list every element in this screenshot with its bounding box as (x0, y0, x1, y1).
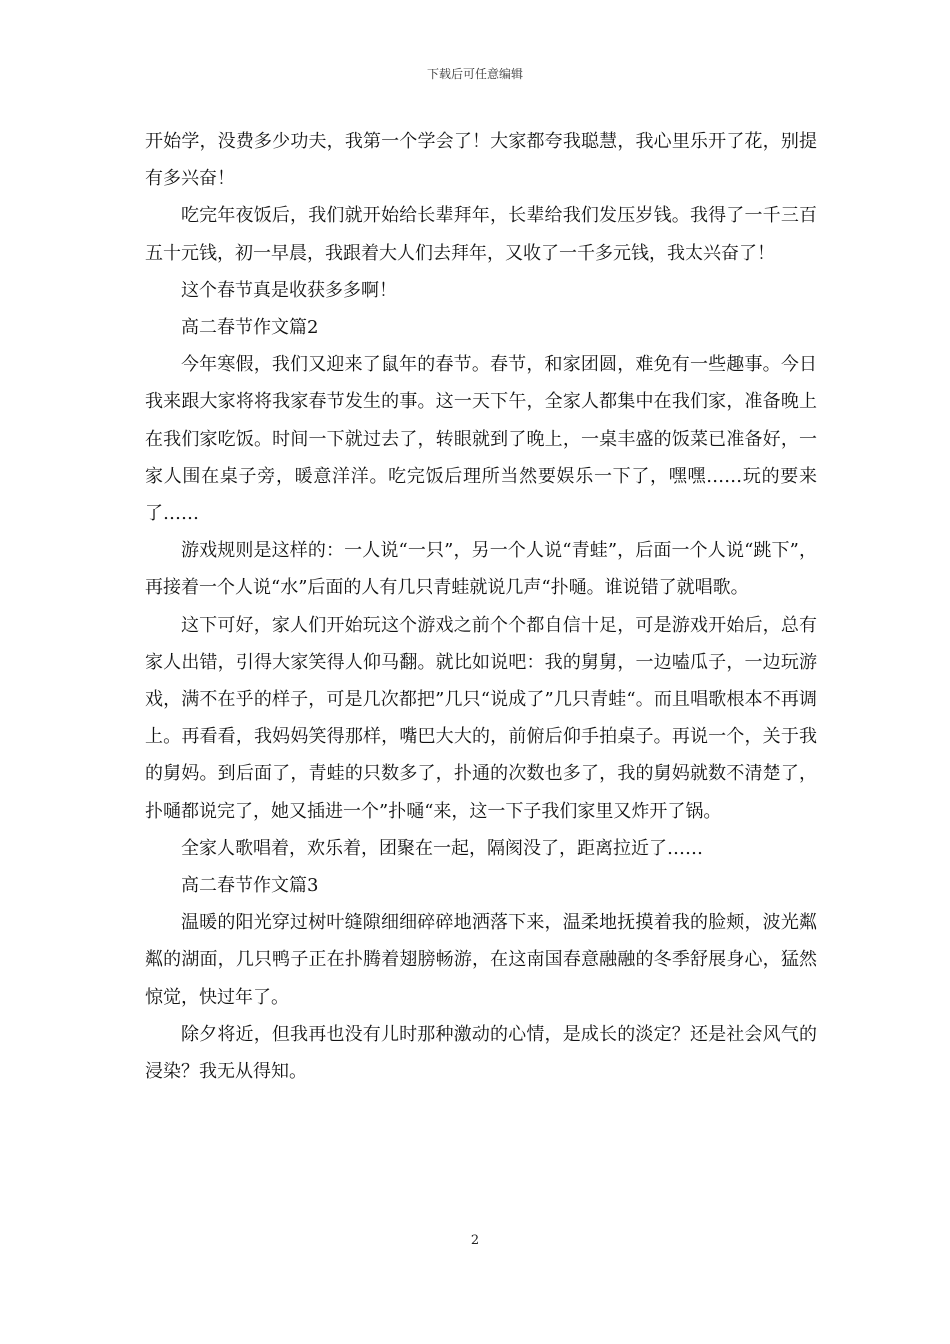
paragraph-3: 这个春节真是收获多多啊！ (181, 279, 397, 301)
paragraph-5: 游戏规则是这样的：一人说“一只”，另一个人说“青蛙”，后面一个人说“跳下”，再接着一个人说“水”后面的人有几只青蛙就说几声“扑嗵。谁说错了就唱歌。 (145, 540, 817, 599)
paragraph-6: 这下可好，家人们开始玩这个游戏之前个个都自信十足，可是游戏开始后，总有家人出错，引得大家笑得人仰马翻。就比如说吧：我的舅舅，一边嗑瓜子，一边玩游戏，满不在乎的样子，可是几次都把”几只“说成了”几只青蛙“。而且唱歌根本不再调上。再看看，我妈妈笑得那样，嘴巴大大的，前俯后仰手拍桌子。再说一个，关于我的舅妈。到后面了，青蛙的只数多了，扑通的次数也多了，我的舅妈就数不清楚了，扑嗵都说完了，她又插进一个”扑嗵“来，这一下子我们家里又炸开了锅。 (145, 614, 817, 822)
document-body (145, 123, 817, 1090)
paragraph-7: 全家人歌唱着，欢乐着，团聚在一起，隔阂没了，距离拉近了…… (181, 837, 703, 859)
paragraph-4: 今年寒假，我们又迎来了鼠年的春节。春节，和家团圆，难免有一些趣事。今日我来跟大家将将我家春节发生的事。这一天下午，全家人都集中在我们家，准备晚上在我们家吃饭。时间一下就过去了，转眼就到了晚上，一桌丰盛的饭菜已准备好，一家人围在桌子旁，暖意洋洋。吃完饭后理所当然要娱乐一下了，嘿嘿……玩的要来了…… (145, 354, 817, 525)
page-number: 2 (470, 1233, 480, 1248)
paragraph-9: 除夕将近，但我再也没有儿时那种激动的心情，是成长的淡定？还是社会风气的浸染？我无从得知。 (145, 1023, 817, 1083)
paragraph-2: 吃完年夜饭后，我们就开始给长辈拜年，长辈给我们发压岁钱。我得了一千三百五十元钱，初一早晨，我跟着大人们去拜年，又收了一千多元钱，我太兴奋了！ (145, 205, 817, 264)
section-heading-3: 高二春节作文篇3 (181, 875, 319, 897)
section-heading-2: 高二春节作文篇2 (181, 317, 319, 339)
page-header: 下载后可任意编辑 (426, 67, 523, 81)
paragraph-1: 开始学，没费多少功夫，我第一个学会了！大家都夸我聪慧，我心里乐开了花，别提有多兴奋！ (145, 131, 817, 190)
paragraph-8: 温暖的阳光穿过树叶缝隙细细碎碎地洒落下来，温柔地抚摸着我的脸颊，波光粼粼的湖面，几只鸭子正在扑腾着翅膀畅游，在这南国春意融融的冬季舒展身心，猛然惊觉，快过年了。 (145, 912, 817, 1008)
